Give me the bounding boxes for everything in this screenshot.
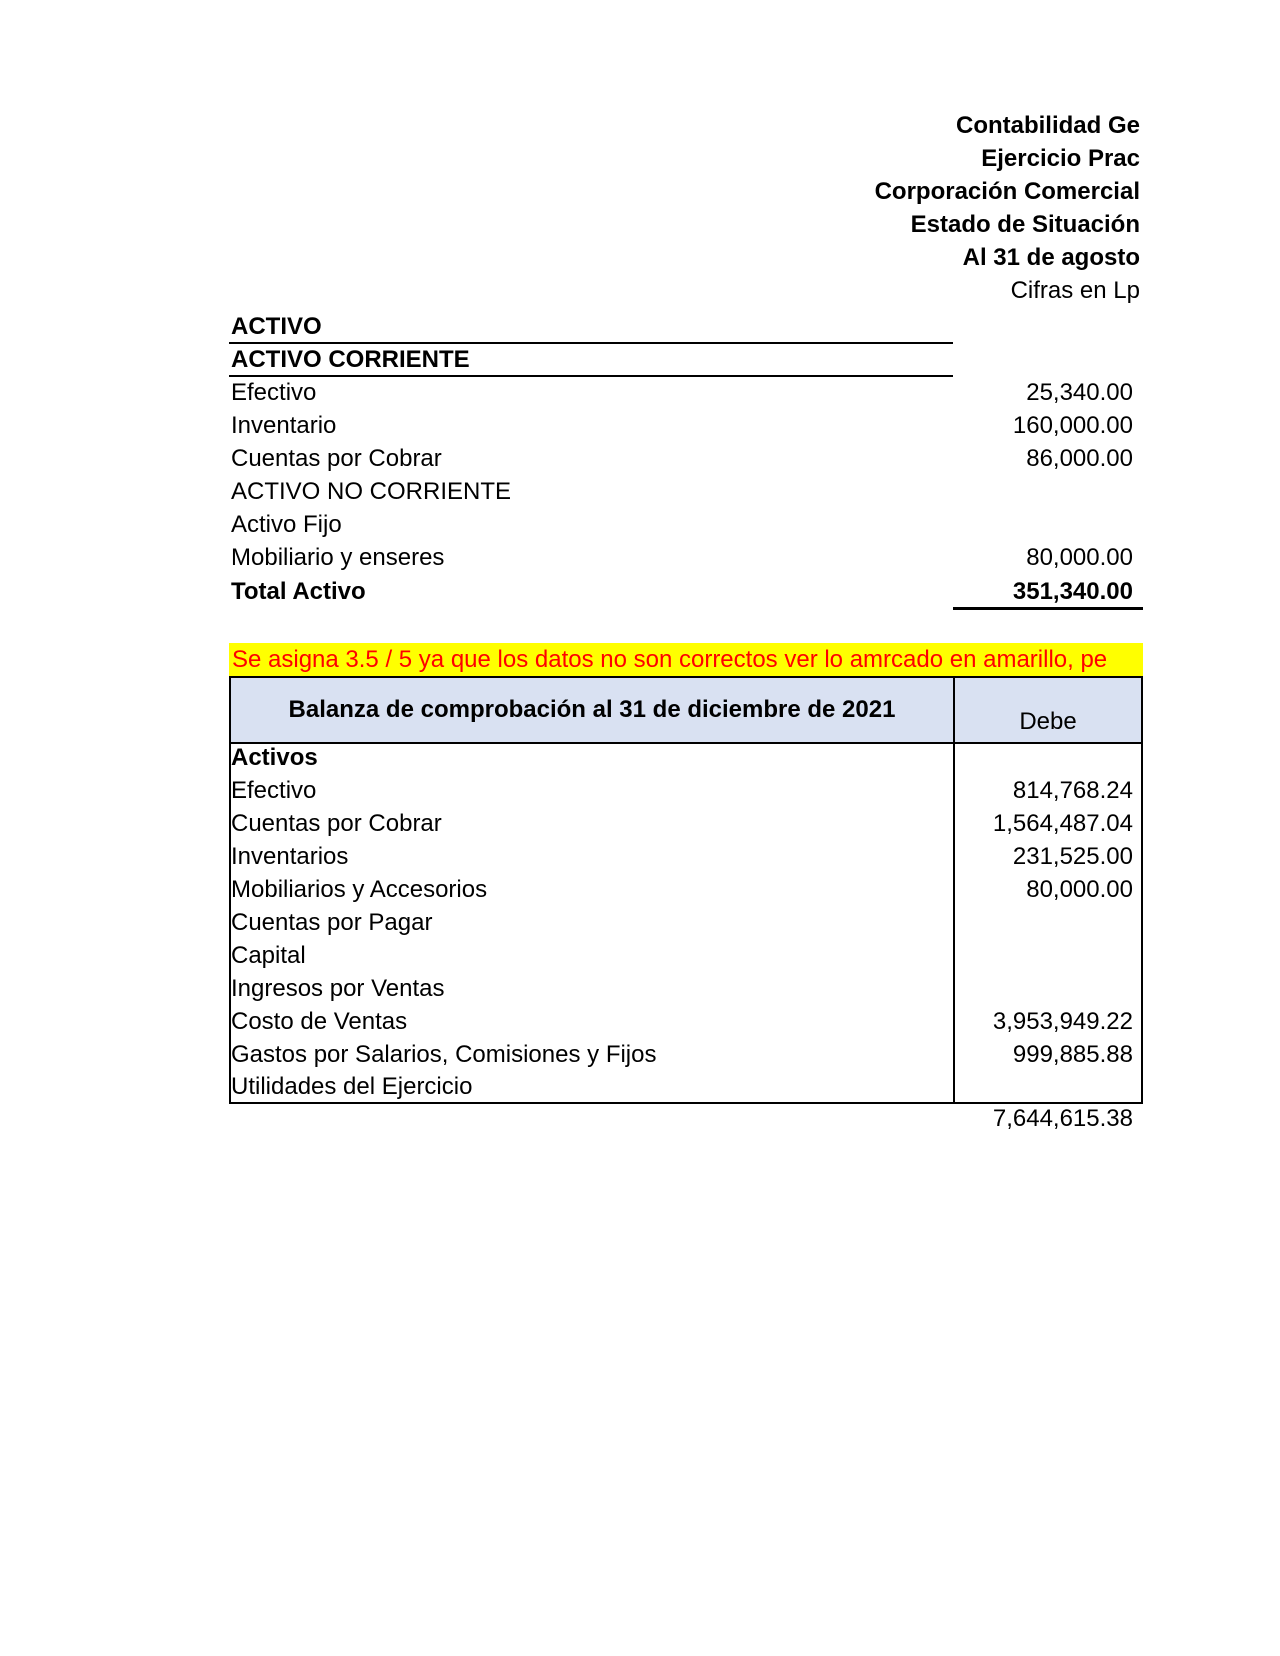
header-exercise: Ejercicio Prac xyxy=(981,145,1140,172)
balance-item-label: Inventario xyxy=(231,412,337,439)
balance-item-label: Cuentas por Cobrar xyxy=(231,445,442,472)
total-underline xyxy=(953,607,1143,610)
debe-column-header: Debe xyxy=(1019,708,1077,735)
table-row-amount: 999,885.88 xyxy=(1012,1041,1133,1068)
table-row-label: Cuentas por Pagar xyxy=(231,909,433,936)
balance-item-amount: 86,000.00 xyxy=(1026,445,1133,472)
table-row-label: Costo de Ventas xyxy=(231,1008,408,1035)
activo-no-corriente-heading: ACTIVO NO CORRIENTE xyxy=(231,478,512,505)
table-row-label: Inventarios xyxy=(231,843,349,870)
table-row-label: Capital xyxy=(231,942,306,969)
total-activo-amount: 351,340.00 xyxy=(1012,578,1133,605)
activo-corriente-heading: ACTIVO CORRIENTE xyxy=(231,346,470,373)
balance-item-label: Mobiliario y enseres xyxy=(231,544,445,571)
header-statement: Estado de Situación xyxy=(910,211,1140,238)
table-row-amount: 231,525.00 xyxy=(1012,843,1133,870)
balance-item-label: Efectivo xyxy=(231,379,317,406)
balance-item-amount: 25,340.00 xyxy=(1026,379,1133,406)
grading-note xyxy=(229,643,1143,676)
activo-heading: ACTIVO xyxy=(231,313,322,340)
table-row-amount: 3,953,949.22 xyxy=(992,1008,1133,1035)
table-row-amount: 80,000.00 xyxy=(1026,876,1133,903)
table-row-label: Efectivo xyxy=(231,777,317,804)
table-row-label: Cuentas por Cobrar xyxy=(231,810,442,837)
header-company: Corporación Comercial xyxy=(874,178,1140,205)
table-row-label: Utilidades del Ejercicio xyxy=(231,1073,473,1100)
report-header xyxy=(720,110,1140,316)
balance-item-amount: 160,000.00 xyxy=(1012,412,1133,439)
table-row-amount: 1,564,487.04 xyxy=(992,810,1133,837)
trial-balance-title: Balanza de comprobación al 31 de diciembre de 2021 xyxy=(288,696,896,723)
table-row-label: Mobiliarios y Accesorios xyxy=(231,876,488,903)
header-date: Al 31 de agosto xyxy=(962,244,1140,271)
header-currency: Cifras en Lp xyxy=(1010,277,1140,304)
column-divider xyxy=(953,678,955,1102)
trial-balance-header xyxy=(231,678,1141,744)
balance-item-amount: 80,000.00 xyxy=(1026,544,1133,571)
table-row-label: Gastos por Salarios, Comisiones y Fijos xyxy=(231,1041,657,1068)
header-course: Contabilidad Ge xyxy=(955,112,1140,139)
total-activo-label: Total Activo xyxy=(231,578,366,605)
activos-section-heading: Activos xyxy=(231,744,318,771)
divider xyxy=(229,375,953,377)
trial-balance-total: 7,644,615.38 xyxy=(992,1105,1133,1132)
grading-note-text: Se asigna 3.5 / 5 ya que los datos no son correctos ver lo amrcado en amarillo, pe xyxy=(232,646,1108,673)
table-row-amount: 814,768.24 xyxy=(1012,777,1133,804)
table-row-label: Ingresos por Ventas xyxy=(231,975,445,1002)
activo-fijo-subheading: Activo Fijo xyxy=(231,511,342,538)
